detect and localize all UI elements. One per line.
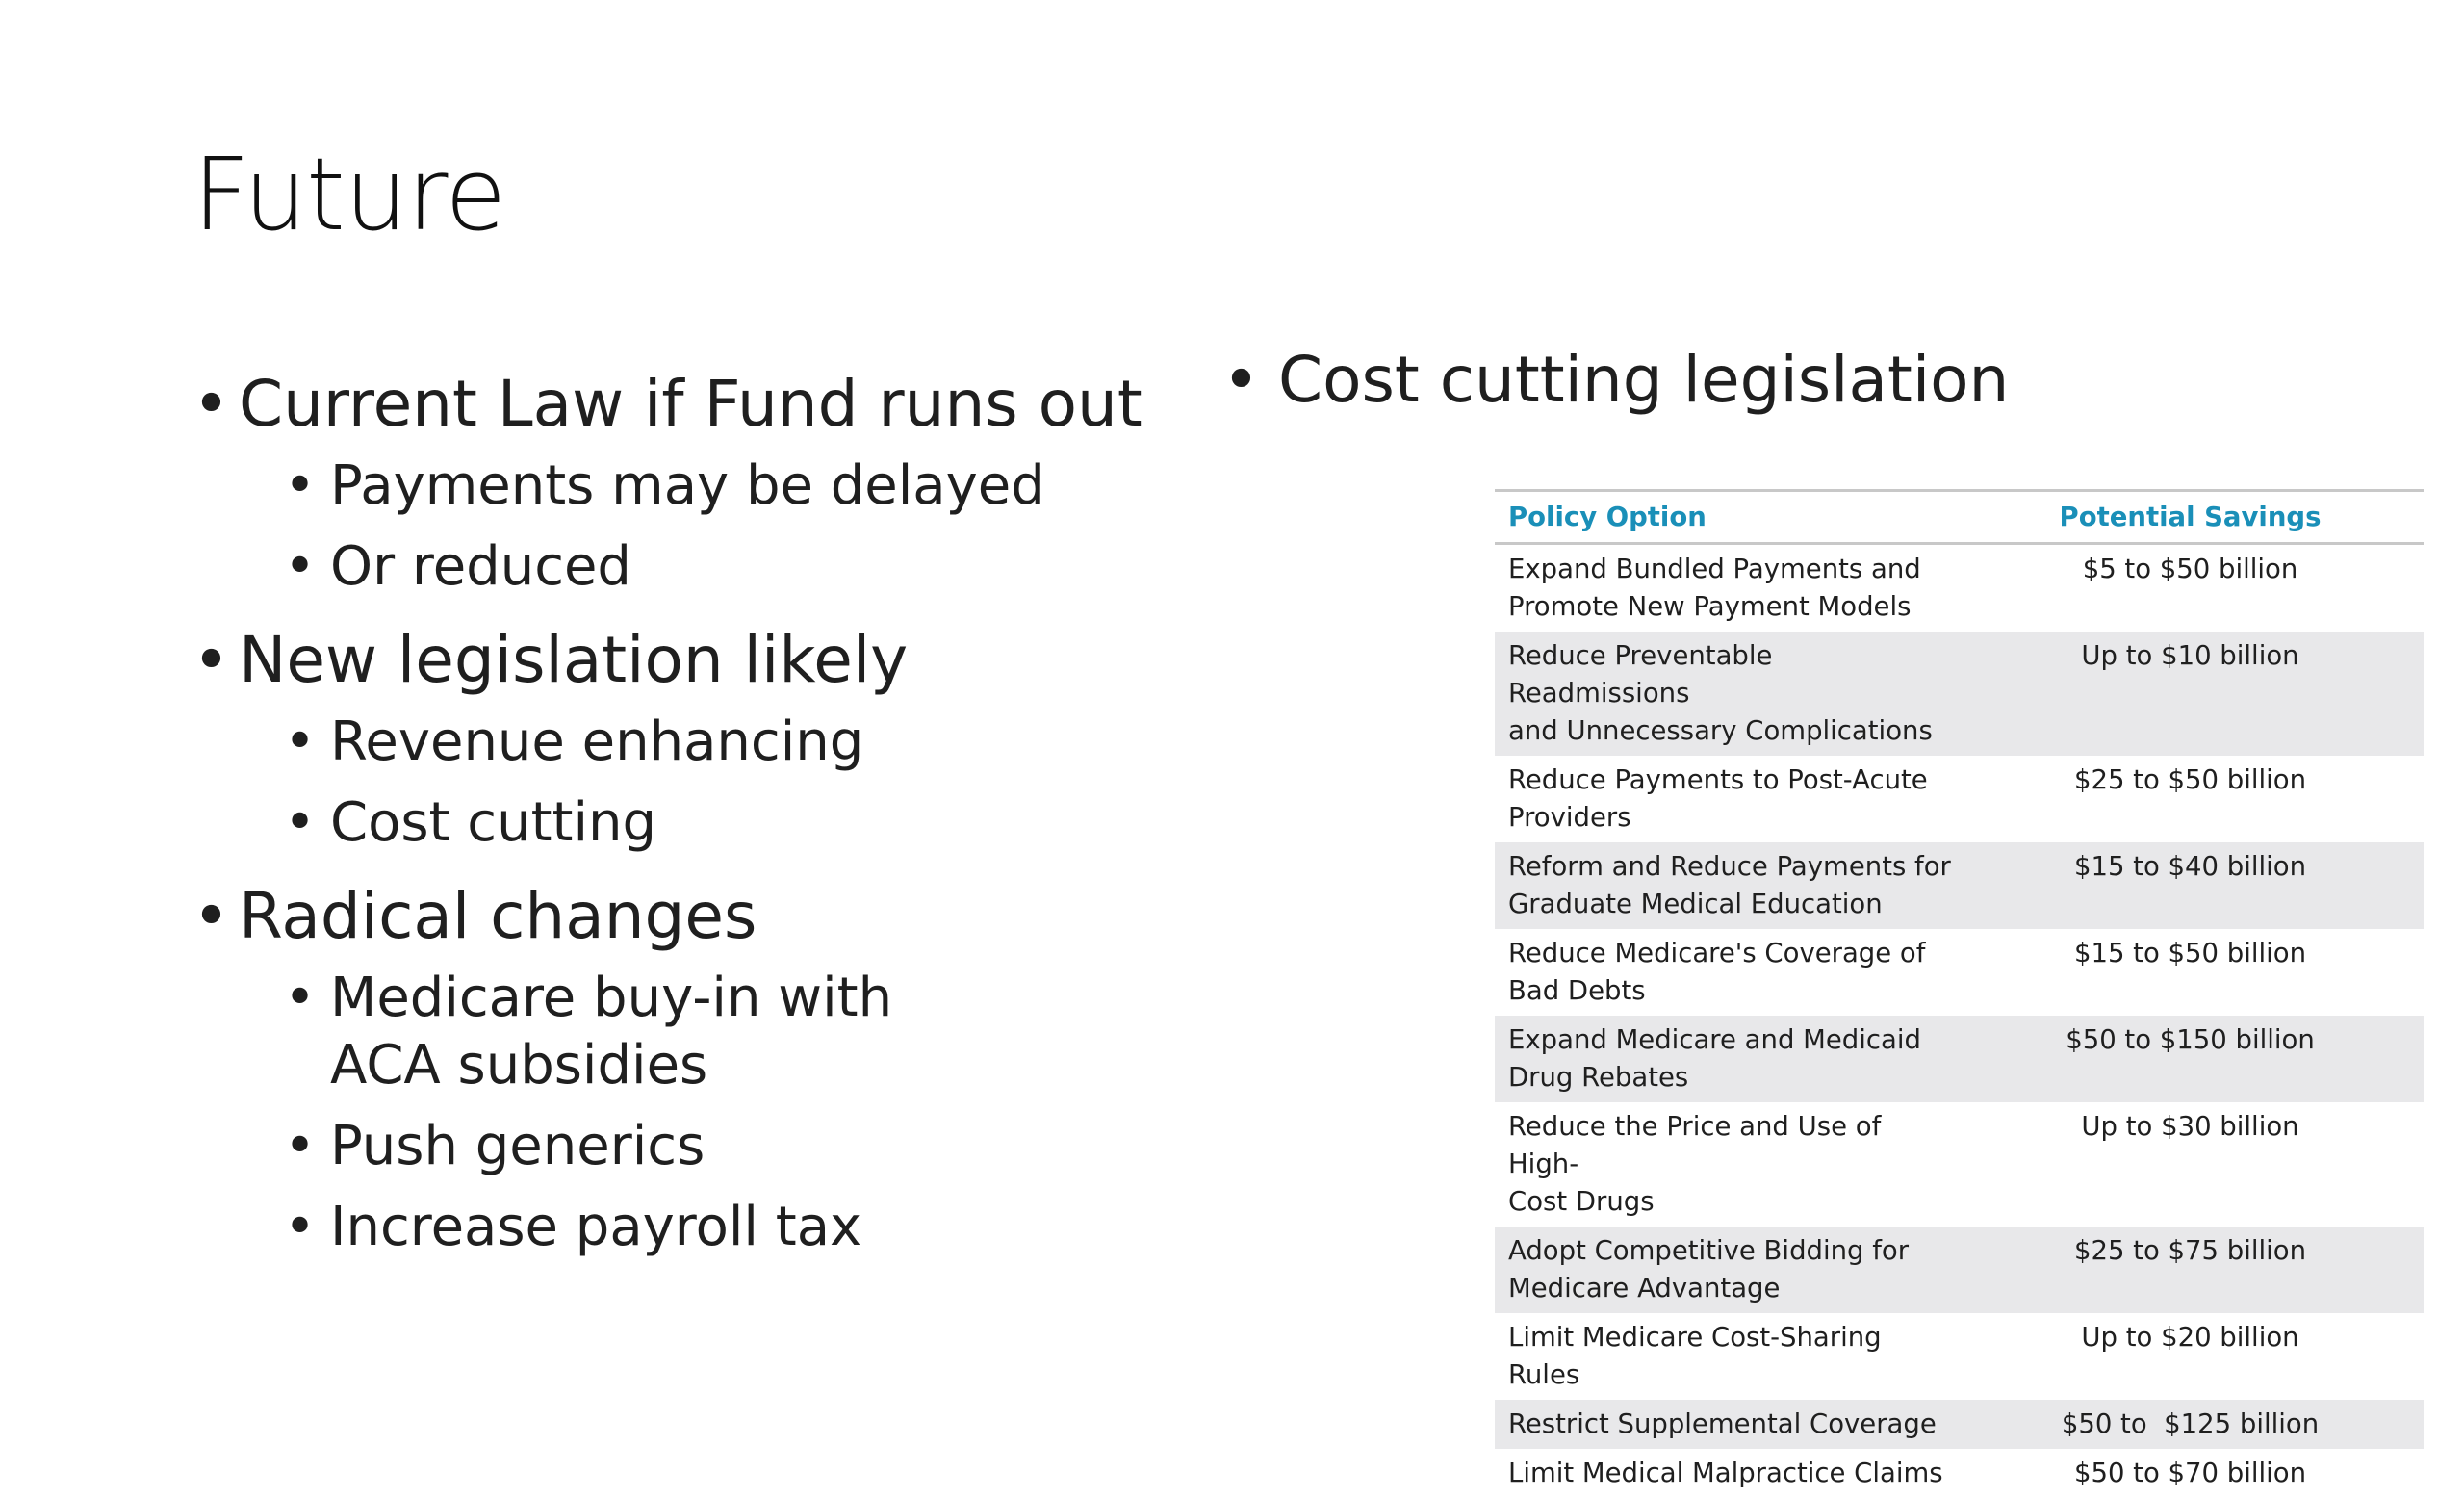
table-header-row xyxy=(1495,491,2424,544)
savings-cell: Up to $20 billion xyxy=(2081,1322,2299,1353)
savings-cell: $50 to $150 billion xyxy=(1957,1016,2424,1102)
bullet-cost-cutting-legislation: • Cost cutting legislation xyxy=(1222,342,2009,419)
savings-cell: Up to $10 billion xyxy=(1957,632,2424,756)
bullet-current-law: • Current Law if Fund runs out xyxy=(192,366,1203,443)
policy-option-cell: Adopt Competitive Bidding for Medicare Advantage xyxy=(1495,1227,1957,1313)
header-policy-option: Policy Option xyxy=(1495,491,1957,544)
table-row xyxy=(1495,1313,2424,1400)
savings-cell: $5 to $50 billion xyxy=(2082,554,2298,584)
sub-list-current-law xyxy=(192,452,1203,601)
savings-cell: Up to $30 billion xyxy=(2081,1111,2299,1142)
sub-list-new-legislation xyxy=(192,709,1203,857)
policy-savings-table xyxy=(1495,489,2424,1498)
policy-option-cell: Expand Bundled Payments and Promote New Payment Models xyxy=(1508,554,1921,622)
savings-cell: $15 to $50 billion xyxy=(2073,938,2307,969)
policy-option-cell: Reduce Payments to Post-Acute Providers xyxy=(1508,764,1928,833)
policy-option-cell: Expand Medicare and Medicaid Drug Rebates xyxy=(1495,1016,1957,1102)
bullet-new-legislation: • New legislation likely xyxy=(192,622,1203,699)
policy-option-cell: Reduce Medicare's Coverage of Bad Debts xyxy=(1508,938,1926,1006)
savings-cell: $15 to $40 billion xyxy=(1957,842,2424,929)
savings-cell: $50 to $70 billion xyxy=(2073,1458,2307,1488)
table-row xyxy=(1495,1400,2424,1449)
left-bullet-list xyxy=(192,366,1203,1282)
sub-bullet-medicare-buy-in: • Medicare buy-in with ACA subsidies xyxy=(284,965,985,1099)
sub-list-radical-changes xyxy=(192,965,1203,1261)
policy-option-cell: Reduce the Price and Use of High- Cost Drugs xyxy=(1508,1111,1882,1217)
sub-bullet-push-generics: • Push generics xyxy=(284,1113,1203,1180)
table-row xyxy=(1495,929,2424,1016)
table-row xyxy=(1495,544,2424,633)
policy-option-cell: Restrict Supplemental Coverage xyxy=(1495,1400,1957,1449)
sub-bullet-payments-delayed: • Payments may be delayed xyxy=(284,452,1203,520)
policy-option-cell: Limit Medical Malpractice Claims xyxy=(1508,1458,1943,1488)
table-row xyxy=(1495,1227,2424,1313)
sub-bullet-or-reduced: • Or reduced xyxy=(284,533,1203,601)
policy-option-cell: Reduce Preventable Readmissions and Unnecessary Complications xyxy=(1495,632,1957,756)
table-row xyxy=(1495,632,2424,756)
sub-bullet-revenue-enhancing: • Revenue enhancing xyxy=(284,709,1203,776)
header-potential-savings: Potential Savings xyxy=(1957,491,2424,544)
policy-option-cell: Limit Medicare Cost-Sharing Rules xyxy=(1508,1322,1882,1390)
sub-bullet-payroll-tax: • Increase payroll tax xyxy=(284,1194,1203,1261)
savings-cell: $25 to $50 billion xyxy=(2073,764,2307,795)
table-row xyxy=(1495,1016,2424,1102)
sub-bullet-cost-cutting: • Cost cutting xyxy=(284,789,1203,857)
table-row xyxy=(1495,756,2424,842)
table-row xyxy=(1495,842,2424,929)
table-row xyxy=(1495,1449,2424,1498)
policy-option-cell: Reform and Reduce Payments for Graduate Medical Education xyxy=(1495,842,1957,929)
table-row xyxy=(1495,1102,2424,1227)
savings-cell: $50 to $125 billion xyxy=(1957,1400,2424,1449)
savings-cell: $25 to $75 billion xyxy=(1957,1227,2424,1313)
bullet-radical-changes: • Radical changes xyxy=(192,878,1203,955)
slide-title: Future xyxy=(192,136,506,253)
